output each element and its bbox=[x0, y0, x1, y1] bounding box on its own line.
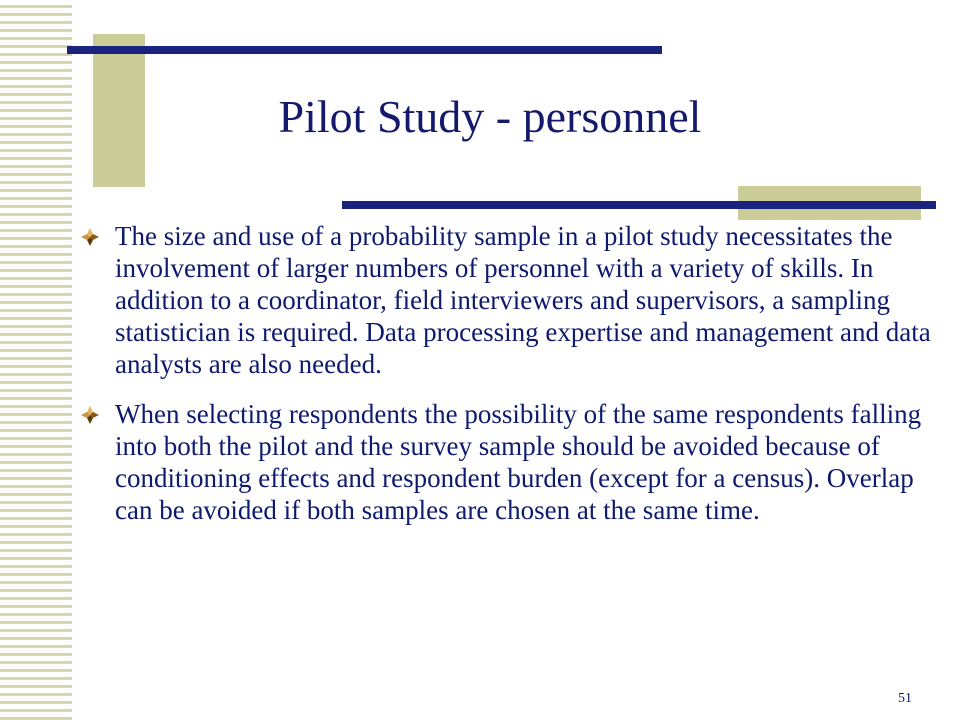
navy-rule-top bbox=[67, 46, 662, 54]
slide-title: Pilot Study - personnel bbox=[278, 91, 702, 142]
slide-body bbox=[78, 220, 936, 544]
slide-number: 51 bbox=[898, 691, 912, 706]
navy-rule-bottom bbox=[342, 201, 936, 209]
bullet-item bbox=[78, 220, 936, 380]
bullet-text: When selecting respondents the possibility of the same respondents falling into both the pilot and the survey sample should be avoided because of conditioning effects and respondent burden (except for a census). Overlap can be avoided if both samples are chosen at the same time. bbox=[115, 399, 922, 525]
bullet-item bbox=[78, 398, 936, 526]
bullet-text: The size and use of a probability sample in a pilot study necessitates the involvement of larger numbers of personnel with a variety of skills. In addition to a coordinator, field interviewers and supervisors, a sampling statistician is required. Data processing expertise and management and data analysts are also needed. bbox=[115, 221, 931, 379]
diamond-bullet-icon bbox=[81, 228, 99, 246]
diamond-bullet-icon bbox=[81, 406, 99, 424]
